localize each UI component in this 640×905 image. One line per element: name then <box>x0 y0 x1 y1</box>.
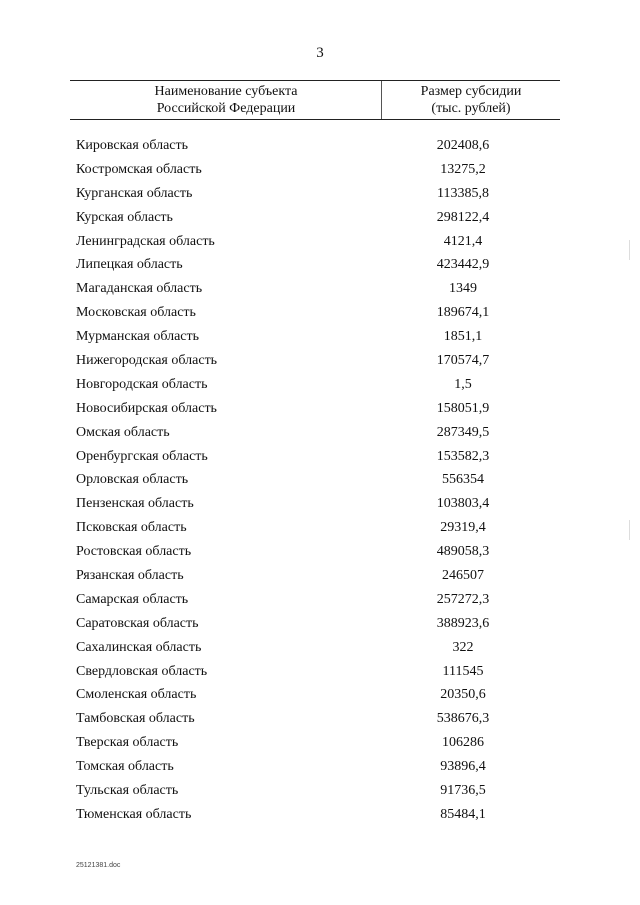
table-row <box>70 684 560 708</box>
subsidy-amount: 246507 <box>442 568 484 584</box>
subsidy-amount: 4121,4 <box>443 233 483 249</box>
region-name: Костромская область <box>76 161 202 177</box>
scan-margin-mark <box>629 240 630 260</box>
region-name: Смоленская область <box>76 687 197 703</box>
table-row <box>70 374 560 398</box>
header-region-name-line1: Наименование субъекта <box>154 84 298 99</box>
table-row <box>70 541 560 565</box>
table-row <box>70 231 560 255</box>
header-subsidy-amount-line1: Размер субсидии <box>420 84 522 99</box>
document-footer-code: 25121381.doc <box>76 862 121 869</box>
subsidy-amount: 1349 <box>449 281 477 297</box>
table-row <box>70 302 560 326</box>
table-row <box>70 183 560 207</box>
subsidy-table <box>70 80 560 828</box>
subsidy-amount: 423442,9 <box>436 257 490 273</box>
table-row <box>70 469 560 493</box>
region-name: Тульская область <box>76 783 179 799</box>
region-name: Мурманская область <box>76 329 200 345</box>
table-row <box>70 207 560 231</box>
table-row <box>70 661 560 685</box>
table-row <box>70 589 560 613</box>
scan-margin-mark <box>629 520 630 540</box>
region-name: Кировская область <box>76 138 189 153</box>
subsidy-amount: 556354 <box>442 472 484 488</box>
region-name: Пензенская область <box>76 496 194 512</box>
table-row <box>70 565 560 589</box>
region-name: Московская область <box>76 305 196 321</box>
subsidy-amount: 489058,3 <box>436 544 490 560</box>
subsidy-amount: 170574,7 <box>436 353 490 369</box>
region-name: Самарская область <box>76 591 189 607</box>
table-body <box>70 135 560 828</box>
table-row <box>70 708 560 732</box>
table-row <box>70 613 560 637</box>
page-number: 3 <box>316 45 324 61</box>
region-name: Сахалинская область <box>76 639 202 655</box>
table-header <box>70 80 560 120</box>
table-row <box>70 350 560 374</box>
subsidy-amount: 388923,6 <box>436 615 490 631</box>
region-name: Орловская область <box>76 472 189 488</box>
subsidy-amount: 113385,8 <box>437 185 489 201</box>
header-subsidy-amount <box>382 83 560 117</box>
subsidy-amount: 189674,1 <box>436 305 490 321</box>
region-name: Тамбовская область <box>76 711 195 727</box>
subsidy-amount: 106286 <box>442 735 484 751</box>
table-row <box>70 446 560 470</box>
table-row <box>70 278 560 302</box>
region-name: Свердловская область <box>76 663 208 679</box>
subsidy-amount: 158051,9 <box>436 400 490 416</box>
region-name: Омская область <box>76 424 170 440</box>
subsidy-amount: 1,5 <box>454 376 472 392</box>
subsidy-amount: 287349,5 <box>436 424 490 440</box>
region-name: Рязанская область <box>76 568 184 584</box>
region-name: Новосибирская область <box>76 400 217 416</box>
region-name: Нижегородская область <box>76 353 218 369</box>
region-name: Курская область <box>76 209 173 225</box>
table-row <box>70 422 560 446</box>
region-name: Новгородская область <box>76 376 208 392</box>
subsidy-amount: 29319,4 <box>440 520 486 536</box>
table-row <box>70 756 560 780</box>
table-row <box>70 398 560 422</box>
subsidy-amount: 91736,5 <box>440 783 486 799</box>
subsidy-amount: 93896,4 <box>440 759 486 775</box>
subsidy-amount: 20350,6 <box>440 687 486 703</box>
table-row <box>70 159 560 183</box>
subsidy-amount: 13275,2 <box>440 161 486 177</box>
region-name: Курганская область <box>76 185 193 201</box>
table-row <box>70 493 560 517</box>
table-row <box>70 135 560 159</box>
header-subsidy-amount-line2: (тыс. рублей) <box>431 101 511 116</box>
table-row <box>70 517 560 541</box>
table-row <box>70 780 560 804</box>
region-name: Оренбургская область <box>76 448 208 464</box>
region-name: Тверская область <box>76 735 179 751</box>
region-name: Тюменская область <box>76 806 192 822</box>
subsidy-amount: 1851,1 <box>443 329 483 345</box>
region-name: Ростовская область <box>76 544 192 560</box>
table-row <box>70 254 560 278</box>
subsidy-amount: 322 <box>452 639 474 655</box>
header-region-name <box>70 83 382 117</box>
subsidy-amount: 202408,6 <box>436 138 490 153</box>
region-name: Псковская область <box>76 520 187 536</box>
table-row <box>70 804 560 828</box>
subsidy-amount: 257272,3 <box>436 591 490 607</box>
region-name: Томская область <box>76 759 174 775</box>
subsidy-amount: 103803,4 <box>436 496 490 512</box>
region-name: Ленинградская область <box>76 233 215 249</box>
subsidy-amount: 85484,1 <box>440 806 486 822</box>
subsidy-amount: 153582,3 <box>436 448 490 464</box>
table-row <box>70 637 560 661</box>
subsidy-amount: 538676,3 <box>436 711 490 727</box>
header-region-name-line2: Российской Федерации <box>156 101 296 116</box>
subsidy-amount: 298122,4 <box>436 209 490 225</box>
region-name: Липецкая область <box>76 257 183 273</box>
subsidy-amount: 111545 <box>442 663 484 679</box>
table-row <box>70 732 560 756</box>
region-name: Саратовская область <box>76 615 199 631</box>
region-name: Магаданская область <box>76 281 203 297</box>
table-row <box>70 326 560 350</box>
